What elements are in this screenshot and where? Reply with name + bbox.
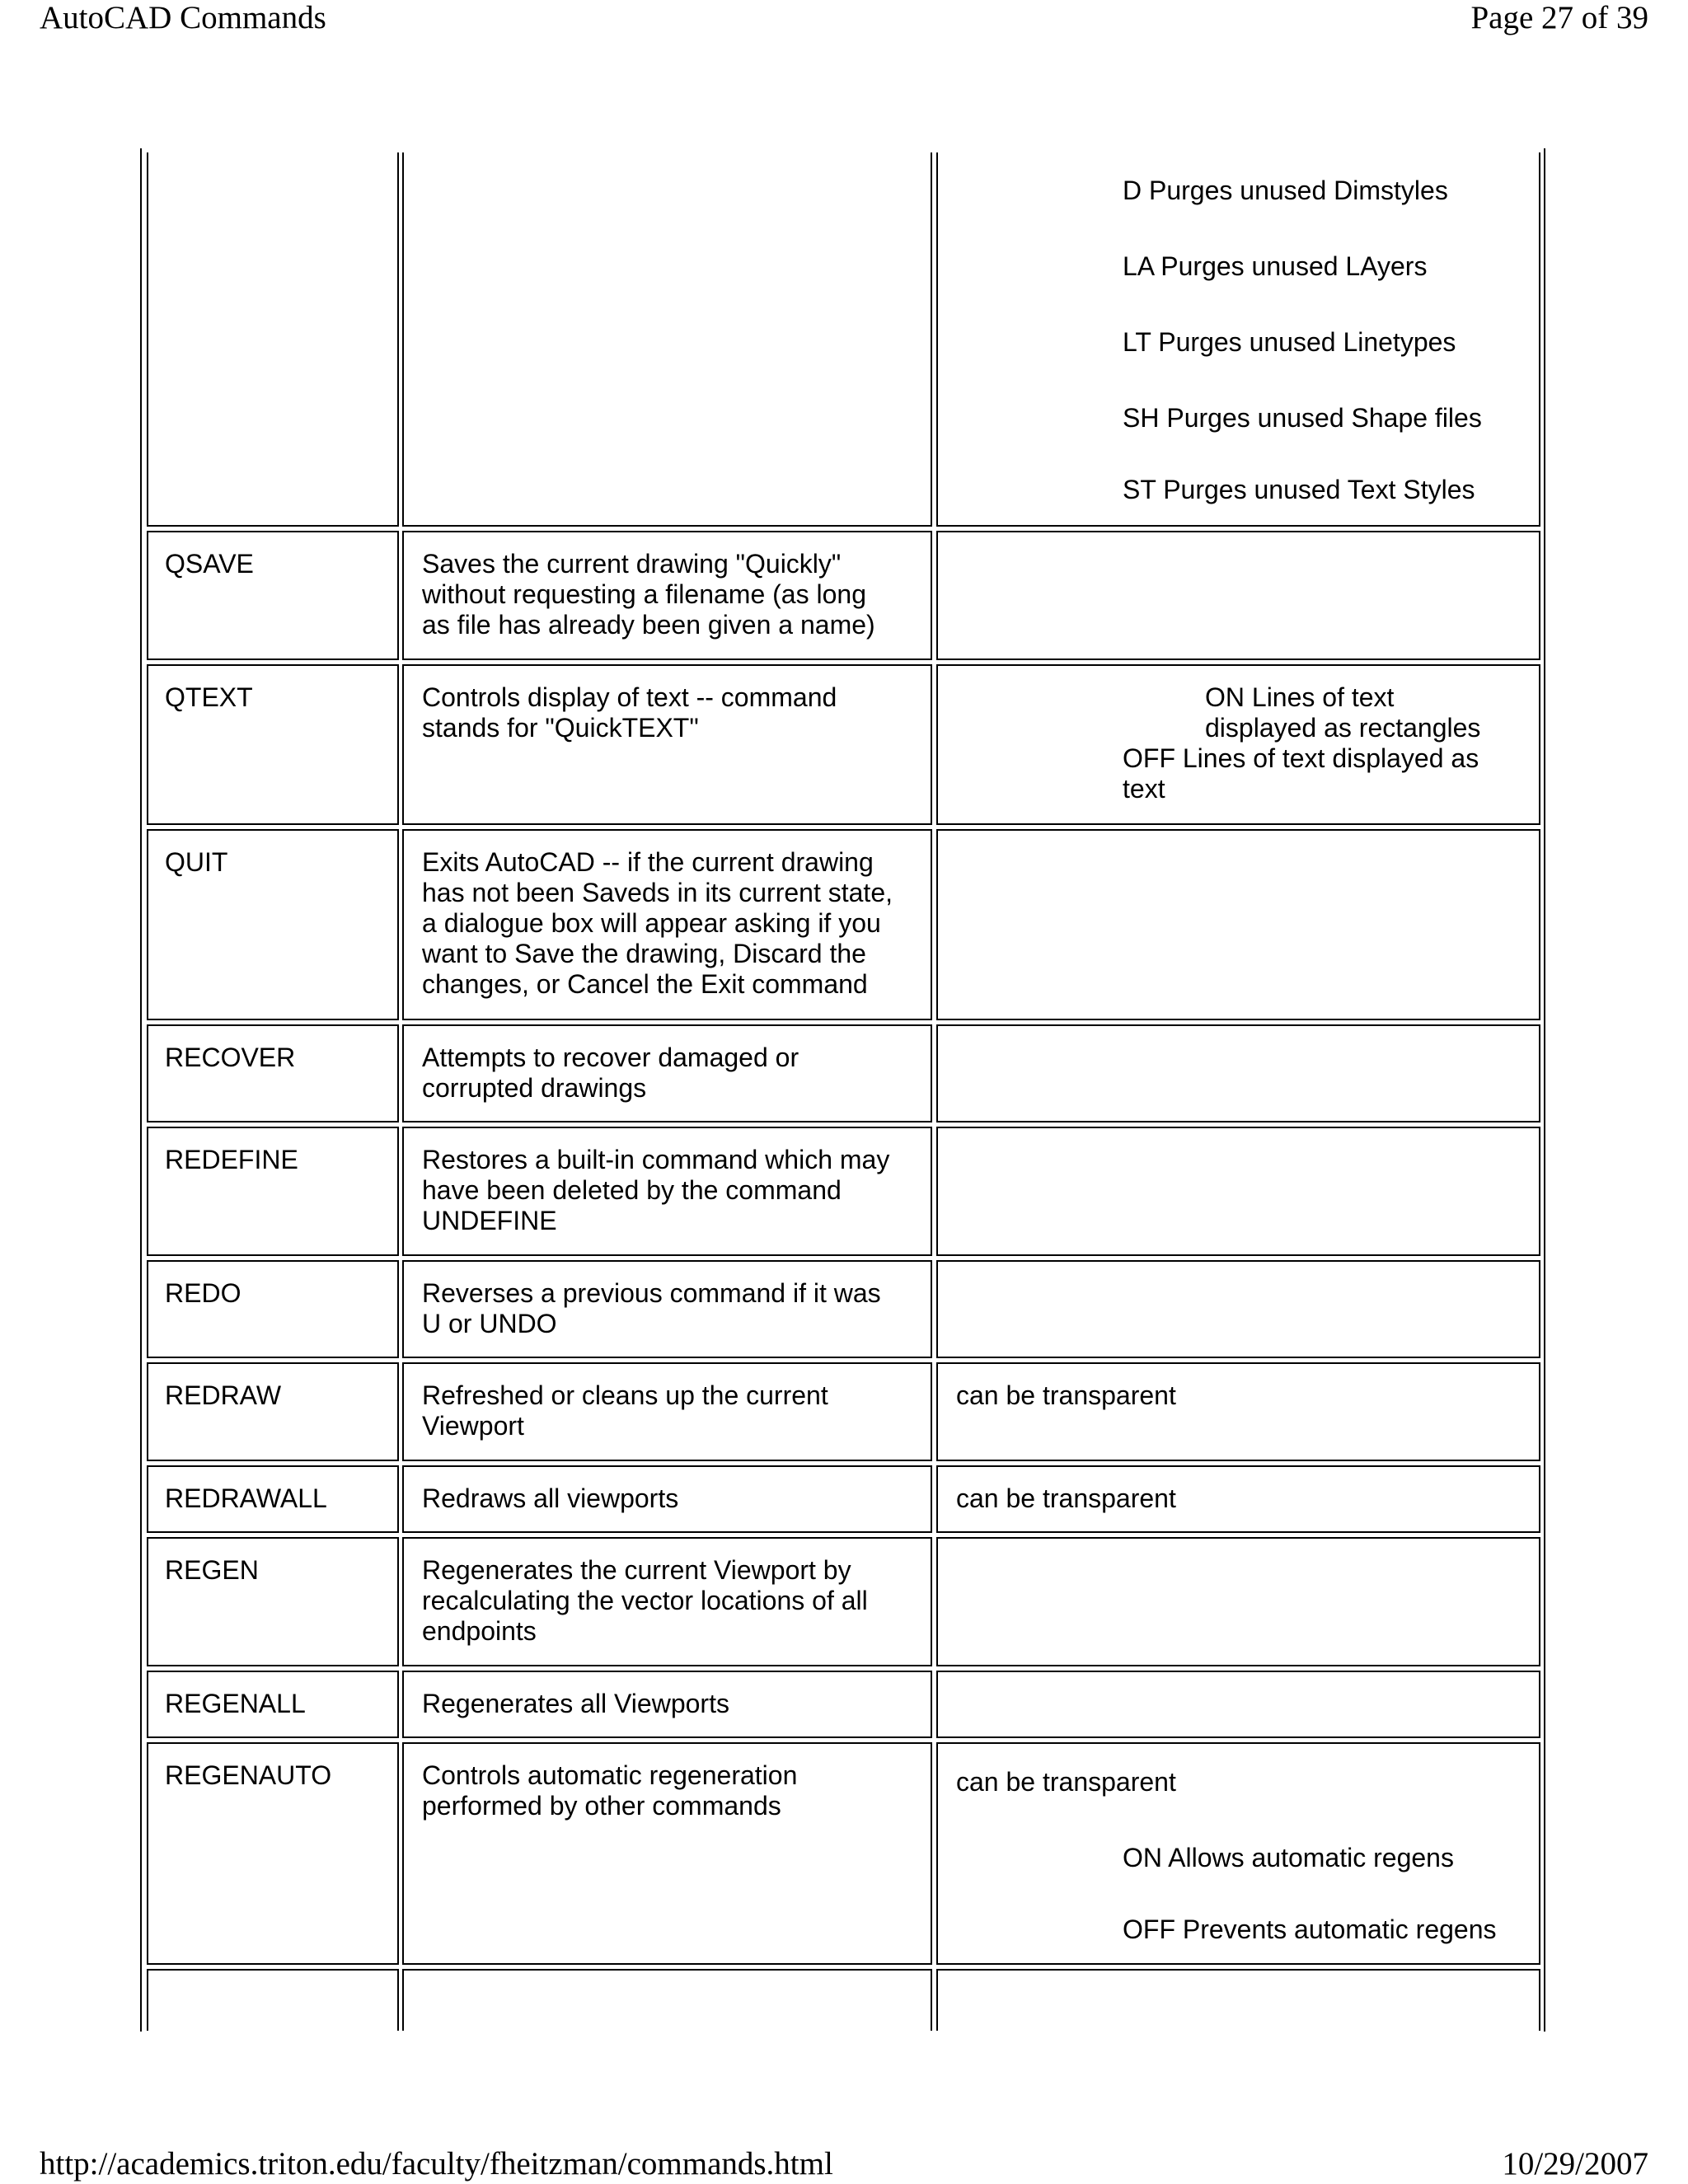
- document-title: AutoCAD Commands: [40, 0, 326, 35]
- table-cell-cmd: [147, 664, 399, 825]
- command-notes: can be transparent: [956, 1380, 1176, 1410]
- command-name: REGENAUTO: [165, 1760, 332, 1790]
- table-cell-cmd: [147, 531, 399, 660]
- command-name: RECOVER: [165, 1043, 296, 1072]
- command-description: Reverses a previous command if it was U or UNDO: [422, 1278, 881, 1338]
- table-cell-cmd-continued: [147, 152, 399, 527]
- page-number: Page 27 of 39: [1470, 0, 1648, 35]
- purge-option-layers: LA Purges unused LAyers: [1123, 251, 1428, 281]
- command-name: QSAVE: [165, 549, 254, 579]
- table-outer-right-border: [1544, 148, 1545, 2032]
- table-cell-desc-continued: [402, 152, 932, 527]
- command-description: Saves the current drawing "Quickly" without requesting a filename (as long as file has already been given a name): [422, 549, 875, 640]
- table-cell-cmd: [147, 1127, 399, 1256]
- command-name: REDRAW: [165, 1380, 282, 1410]
- table-cell-cmd: [147, 1465, 399, 1533]
- table-cell-notes: [936, 1024, 1540, 1122]
- command-description: Restores a built-in command which may have been deleted by the command UNDEFINE: [422, 1145, 890, 1235]
- table-cell-notes: [936, 1260, 1540, 1358]
- command-description: Redraws all viewports: [422, 1483, 679, 1513]
- command-description: Controls display of text -- command stands for "QuickTEXT": [422, 682, 837, 743]
- table-cell-notes: [936, 1465, 1540, 1533]
- table-cell-cmd: [147, 829, 399, 1020]
- table-cell-notes: [936, 1671, 1540, 1738]
- command-description: Exits AutoCAD -- if the current drawing has not been Saveds in its current state, a dialogue box will appear asking if you want to Save the drawing, Discard the changes, or Cancel the Exit command: [422, 847, 893, 999]
- table-cell-notes-continued: [936, 152, 1540, 527]
- table-cell-notes: [936, 1537, 1540, 1666]
- command-notes: can be transparent: [956, 1767, 1176, 1797]
- table-outer-left-border: [140, 148, 142, 2032]
- command-name: REDRAWALL: [165, 1483, 327, 1513]
- purge-option-linetypes: LT Purges unused Linetypes: [1123, 327, 1456, 357]
- purge-option-shape-files: SH Purges unused Shape files: [1123, 403, 1482, 433]
- command-name: QUIT: [165, 847, 228, 877]
- command-description: Refreshed or cleans up the current Viewport: [422, 1380, 828, 1441]
- table-cell-notes: [936, 664, 1540, 825]
- footer-url: http://academics.triton.edu/faculty/fheitzman/commands.html: [40, 2146, 833, 2182]
- table-cell-desc-next: [402, 1969, 932, 2031]
- command-name: REDO: [165, 1278, 241, 1308]
- regenauto-option-on: ON Allows automatic regens: [1123, 1843, 1454, 1872]
- regenauto-option-off: OFF Prevents automatic regens: [1123, 1915, 1497, 1944]
- table-cell-notes-next: [936, 1969, 1540, 2031]
- table-cell-cmd: [147, 1671, 399, 1738]
- table-cell-desc: [402, 1671, 932, 1738]
- table-cell-desc: [402, 829, 932, 1020]
- command-name: REGENALL: [165, 1689, 306, 1718]
- command-name: REDEFINE: [165, 1145, 298, 1174]
- command-description: Regenerates all Viewports: [422, 1689, 729, 1718]
- table-cell-cmd: [147, 1362, 399, 1461]
- footer-date: 10/29/2007: [1502, 2146, 1648, 2182]
- table-cell-desc: [402, 1024, 932, 1122]
- table-cell-cmd: [147, 1742, 399, 1965]
- command-notes: can be transparent: [956, 1483, 1176, 1513]
- command-description: Controls automatic regeneration performed by other commands: [422, 1760, 798, 1821]
- purge-option-dimstyles: D Purges unused Dimstyles: [1123, 176, 1448, 205]
- command-description: Attempts to recover damaged or corrupted drawings: [422, 1043, 799, 1103]
- table-cell-notes: [936, 829, 1540, 1020]
- table-cell-cmd-next: [147, 1969, 399, 2031]
- table-cell-notes: [936, 531, 1540, 660]
- command-name: REGEN: [165, 1555, 259, 1585]
- qtext-option-on: ON Lines of text displayed as rectangles: [1205, 682, 1481, 743]
- table-cell-cmd: [147, 1260, 399, 1358]
- command-name: QTEXT: [165, 682, 253, 712]
- table-cell-desc: [402, 1742, 932, 1965]
- table-cell-notes: [936, 1742, 1540, 1965]
- table-cell-desc: [402, 1127, 932, 1256]
- table-cell-desc: [402, 1537, 932, 1666]
- qtext-option-off: OFF Lines of text displayed as text: [1123, 743, 1479, 804]
- table-cell-desc: [402, 531, 932, 660]
- table-cell-notes: [936, 1127, 1540, 1256]
- table-cell-desc: [402, 664, 932, 825]
- table-cell-desc: [402, 1465, 932, 1533]
- table-cell-cmd: [147, 1537, 399, 1666]
- table-cell-cmd: [147, 1024, 399, 1122]
- table-cell-desc: [402, 1362, 932, 1461]
- purge-option-text-styles: ST Purges unused Text Styles: [1123, 475, 1475, 504]
- table-cell-desc: [402, 1260, 932, 1358]
- command-description: Regenerates the current Viewport by recalculating the vector locations of all endpoints: [422, 1555, 868, 1646]
- table-cell-notes: [936, 1362, 1540, 1461]
